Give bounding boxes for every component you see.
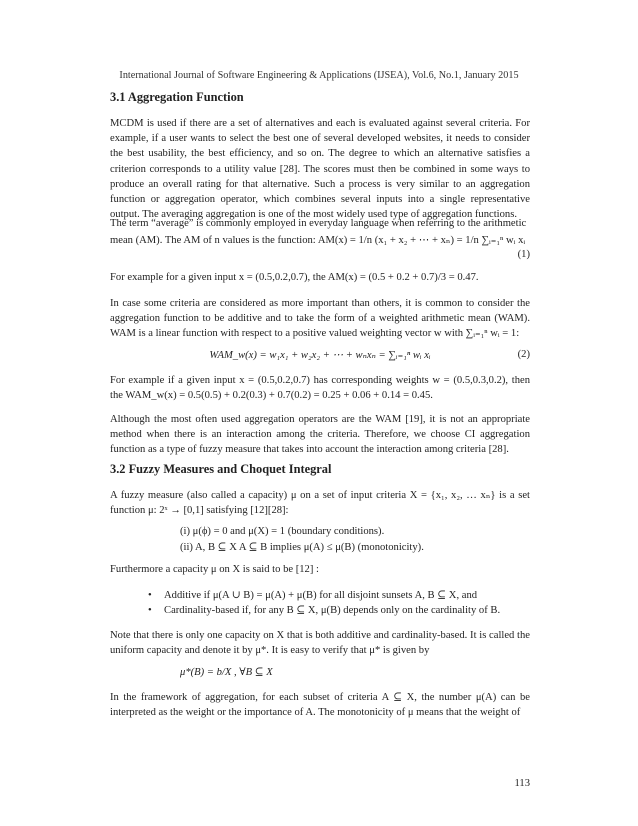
paragraph-average-line2: mean (AM). The AM of n values is the function: AM(x) = 1/n (x₁ + x₂ + ⋯ + xₙ) = 1/n ∑ᵢ₌₁ⁿ wᵢ xᵢ [110,235,526,246]
condition-boundary: (i) μ(ϕ) = 0 and μ(X) = 1 (boundary conditions). [180,526,385,537]
bullet-cardinality [148,604,500,616]
paragraph-wam: In case some criteria are considered as more important than others, it is common to consider the aggregation function to be additive and to take the form of a weighted arithmetic mean (WAM). WAM is a linear function with respect to a positive valued weighting vector w with ∑ᵢ₌₁ⁿ wᵢ = 1: [110,298,530,340]
bullet-additive [148,589,477,601]
paragraph-mcdm: MCDM is used if there are a set of alternatives and each is evaluated against several criteria. For example, if a user wants to select the best one of several developed websites, it needs to consider the best usability, the best efficiency, and so on. The degree to which an alternative satisfies a criterion corresponds to a utility value [28]. The scores must then be combined in some ways to produce an overall rating for that alternative. Such a process is very similar to an aggregation function or aggregation operator, which combines several inputs into a single representative output. The averaging aggregation is one of the most widely used type of aggregation functions. [110,118,530,221]
bullet-additive-text: Additive if μ(A ∪ B) = μ(A) + μ(B) for all disjoint sunsets A, B ⊆ X, and [164,590,478,601]
page-number: 113 [514,778,530,789]
bullet-cardinality-text: Cardinality-based if, for any B ⊆ X, μ(B) depends only on the cardinality of B. [164,605,501,616]
paragraph-uniform-capacity: Note that there is only one capacity on X that is both additive and cardinality-based. It is called the uniform capacity and denote it by μ*. It is easy to verify that μ* is given by [110,630,530,657]
paragraph-capacity: Furthermore a capacity μ on X is said to be [12] : [110,564,319,575]
equation-number-2: (2) [517,349,530,360]
equation-uniform-capacity: μ*(B) = b/X , ∀B ⊆ X [180,667,273,678]
paragraph-am-example: For example for a given input x = (0.5,0.2,0.7), the AM(x) = (0.5 + 0.2 + 0.7)/3 = 0.47. [110,272,479,283]
condition-monotonicity: (ii) A, B ⊆ X A ⊆ B implies μ(A) ≤ μ(B) (monotonicity). [180,542,424,553]
paragraph-ci-choice: Although the most often used aggregation operators are the WAM [19], it is not an appropriate method when there is an interaction among the criteria. Therefore, we choose CI aggregation function as a type of fuzzy measure that takes into account the interaction among criteria [28]. [110,414,530,456]
equation-number-1: (1) [517,249,530,260]
section-title-aggregation: 3.1 Aggregation Function [110,90,244,104]
section-title-fuzzy-measures: 3.2 Fuzzy Measures and Choquet Integral [110,462,332,476]
paragraph-framework: In the framework of aggregation, for each subset of criteria A ⊆ X, the number μ(A) can be interpreted as the weight or the importance of A. The monotonicity of μ means that the weight of [110,692,530,719]
journal-header: International Journal of Software Engineering & Applications (IJSEA), Vol.6, No.1, January 2015 [119,70,519,81]
bullet-dot: • [148,605,152,616]
paragraph-average-line1: The term “average” is commonly employed in everyday language when referring to the arithmetic [110,218,527,229]
equation-wam: WAM_w(x) = w₁x₁ + w₂x₂ + ⋯ + wₙxₙ = ∑ᵢ₌₁ⁿ wᵢ xᵢ [209,350,431,361]
paragraph-fuzzy-measure: A fuzzy measure (also called a capacity) μ on a set of input criteria X = {x₁, x₂, … xₙ} is a set function μ: 2ˣ → [0,1] satisfying [12][28]: [110,490,531,517]
paragraph-wam-example: For example if a given input x = (0.5,0.2,0.7) has corresponding weights w = (0.5,0.3,0.2), then the WAM_w(x) = 0.5(0.5) + 0.2(0.3) + 0.7(0.2) = 0.25 + 0.06 + 0.14 = 0.45. [110,375,530,402]
bullet-dot: • [148,590,152,601]
